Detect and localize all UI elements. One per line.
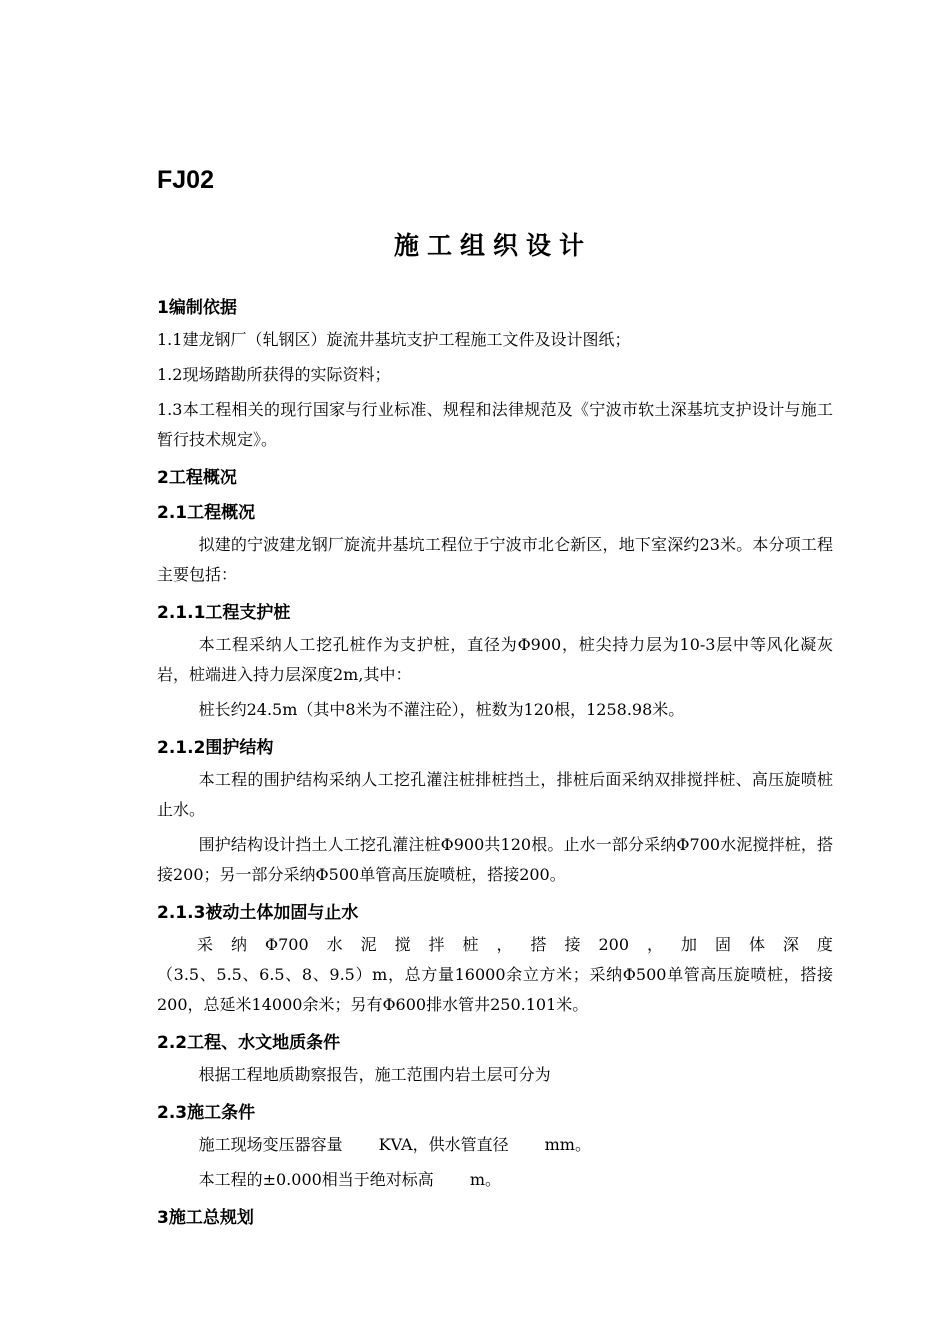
- word: 度: [816, 935, 833, 954]
- paragraph-2-1-3-first-line: [157, 930, 833, 960]
- word: 纳: [230, 935, 247, 954]
- word: 体: [748, 935, 765, 954]
- section-heading-2-1-3: 2.1.3被动土体加固与止水: [157, 902, 359, 923]
- paragraph-2-3-b: [157, 1165, 833, 1195]
- text-segment: mm。: [544, 1135, 591, 1154]
- word: 泥: [360, 935, 377, 954]
- word: 采: [197, 935, 214, 954]
- text-segment: KVA，供水管直径: [378, 1135, 509, 1154]
- section-heading-2-1-1: 2.1.1工程支护桩: [157, 602, 291, 623]
- word: 水: [326, 935, 343, 954]
- paragraph-2-3-a: [157, 1130, 833, 1160]
- word: ，: [496, 935, 513, 954]
- word: 拌: [428, 935, 445, 954]
- paragraph-2-1: 拟建的宁波建龙钢厂旋流井基坑工程位于宁波市北仑新区，地下室深约23米。本分项工程主要包括：: [157, 535, 833, 584]
- paragraph-2-1-1-b: 桩长约24.5m（其中8米为不灌注砼），桩数为120根，1258.98米。: [198, 700, 685, 719]
- section-heading-2-3: 2.3施工条件: [157, 1102, 256, 1123]
- word: 搭: [530, 935, 547, 954]
- paragraph-2-1-2-a: 本工程的围护结构采纳人工挖孔灌注桩排桩挡土，排桩后面采纳双排搅拌桩、高压旋喷桩止水。: [157, 770, 833, 819]
- word: 固: [714, 935, 731, 954]
- word: 200: [598, 935, 630, 954]
- paragraph-2-1-2-b: 围护结构设计挡土人工挖孔灌注桩Φ900共120根。止水一部分采纳Φ700水泥搅拌桩，搭接200；另一部分采纳Φ500单管高压旋喷桩，搭接200。: [157, 835, 833, 884]
- section-heading-2-1: 2.1工程概况: [157, 502, 256, 523]
- section-heading-2-1-2: 2.1.2围护结构: [157, 737, 274, 758]
- word: ，: [646, 935, 663, 954]
- text-segment: 施工现场变压器容量: [198, 1135, 343, 1154]
- document-title: 施工组织设计: [393, 231, 592, 260]
- word: 桩: [462, 935, 479, 954]
- paragraph-2-1-1-a: 本工程采纳人工挖孔桩作为支护桩，直径为Φ900，桩尖持力层为10-3层中等风化凝灰岩，桩端进入持力层深度2m,其中：: [157, 635, 833, 684]
- word: 搅: [394, 935, 411, 954]
- section-heading-2: 2工程概况: [157, 467, 237, 488]
- section-heading-1: 1编制依据: [157, 297, 237, 318]
- word: 接: [564, 935, 581, 954]
- paragraph-2-2: 根据工程地质勘察报告，施工范围内岩土层可分为: [198, 1065, 551, 1084]
- text-segment: 本工程的±0.000相当于绝对标高: [198, 1170, 434, 1189]
- word: Φ700: [264, 935, 309, 954]
- section-heading-3: 3施工总规划: [157, 1207, 254, 1228]
- text-segment: m。: [469, 1170, 501, 1189]
- paragraph-1-3: 1.3本工程相关的现行国家与行业标准、规程和法律规范及《宁波市软土深基坑支护设计与施工暂行技术规定》。: [157, 400, 833, 449]
- document-code: FJ02: [157, 166, 214, 194]
- document-body: [157, 290, 833, 1235]
- word: 深: [782, 935, 799, 954]
- word: 加: [680, 935, 697, 954]
- paragraph-2-1-3-rest: （3.5、5.5、6.5、8、9.5）m，总方量16000余立方米；采纳Φ500单管高压旋喷桩，搭接200，总延米14000余米；另有Φ600排水管井250.101米。: [157, 965, 833, 1014]
- paragraph-1-2: 1.2现场踏勘所获得的实际资料；: [157, 365, 391, 384]
- section-heading-2-2: 2.2工程、水文地质条件: [157, 1032, 341, 1053]
- paragraph-1-1: 1.1建龙钢厂（轧钢区）旋流井基坑支护工程施工文件及设计图纸；: [157, 330, 631, 349]
